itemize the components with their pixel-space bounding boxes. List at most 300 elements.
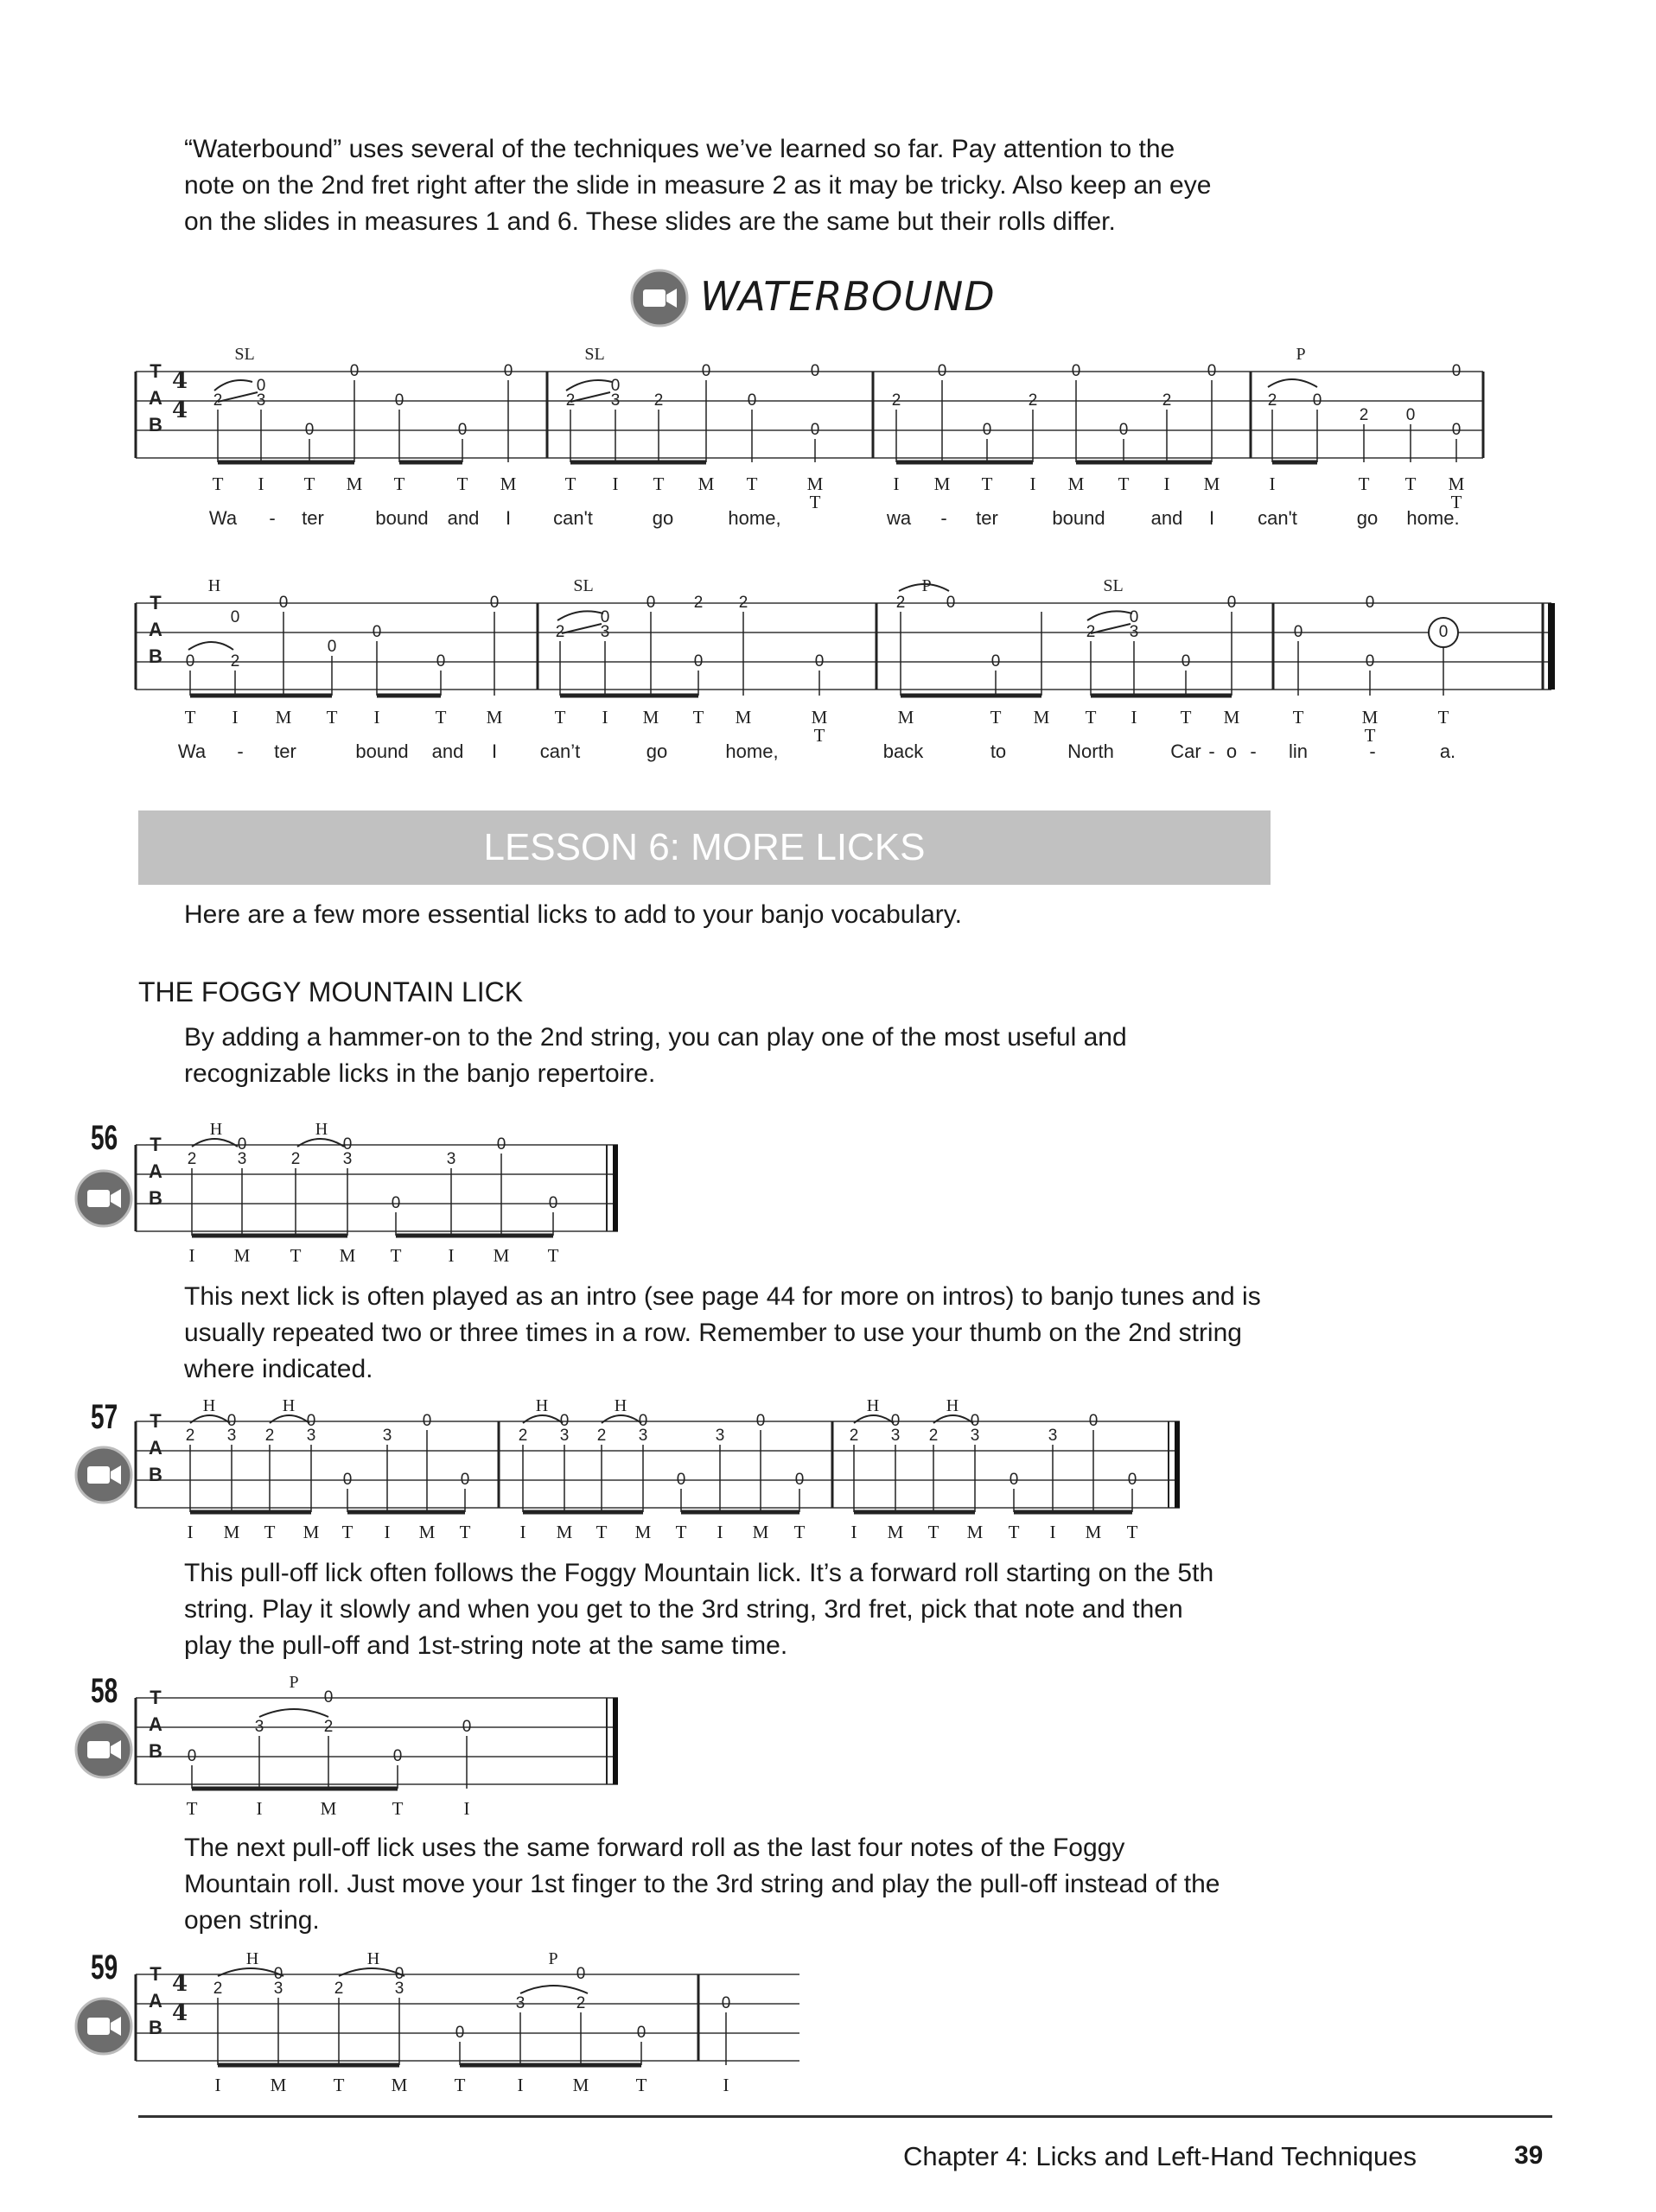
- tab-note: 0: [982, 421, 992, 440]
- finger-label: T: [290, 1245, 302, 1266]
- intro-paragraph: “Waterbound” uses several of the techniques we’ve learned so far. Pay attention to the note on the 2nd fret right after the slide in measure 2 as it may be tricky. Also keep an eye on the slides in measures 1 and 6. These slides are the same but their rolls differ.: [184, 135, 1212, 236]
- footer-chapter: Chapter 4: Licks and Left-Hand Techniques: [903, 2141, 1417, 2171]
- lyric: -: [940, 507, 947, 529]
- slide-mark: SL: [584, 345, 605, 364]
- tab-note: 0: [810, 421, 820, 440]
- tab-note: 0: [937, 362, 947, 381]
- finger-label: M: [1085, 1522, 1102, 1542]
- hammer-on-mark: H: [245, 1949, 259, 1968]
- lyric: Wa: [177, 741, 207, 762]
- finger-label: M: [634, 1522, 652, 1542]
- time-sig-bottom: 4: [171, 2000, 188, 2026]
- finger-label: T: [596, 1522, 608, 1542]
- tab-note: 2: [653, 391, 664, 410]
- pull-off-mark: P: [548, 1949, 558, 1968]
- tab-note: 0: [342, 1135, 353, 1154]
- finger-label: M: [642, 707, 659, 728]
- finger-label: T: [341, 1522, 353, 1542]
- finger-label: M: [811, 707, 828, 728]
- tab-note: 3: [638, 1427, 648, 1446]
- tab-note: 2: [895, 594, 906, 613]
- tab-note: 2: [518, 1427, 528, 1446]
- tab-note: 0: [503, 362, 513, 381]
- tab-note: 2: [334, 1980, 344, 1999]
- lyric: bound: [355, 741, 409, 762]
- tab-note: 2: [1028, 391, 1038, 410]
- tab-note: 2: [849, 1427, 859, 1446]
- example-57-paragraph: This next lick is often played as an intro (see page 44 for more on intros) to banjo tunes and is usually repeated two or three times in a row. Remember to use your thumb on the 2nd string where indicated.: [184, 1282, 1261, 1383]
- finger-label: I: [232, 707, 239, 728]
- tab-note: 0: [1129, 608, 1139, 627]
- tab-letter-t: T: [150, 360, 162, 382]
- tab-note: 0: [946, 594, 956, 613]
- lyric: and: [1150, 507, 1183, 529]
- tab-note: 0: [1405, 406, 1416, 425]
- time-sig-top: 4: [171, 1971, 188, 1997]
- tab-note: 3: [715, 1427, 725, 1446]
- lyric: -: [237, 741, 244, 762]
- tab-note: 0: [1451, 362, 1462, 381]
- finger-label: I: [258, 474, 264, 494]
- tab-letter-b: B: [149, 2017, 162, 2038]
- finger-label: M: [303, 1522, 320, 1542]
- tab-note: 2: [213, 391, 223, 410]
- finger-label: I: [384, 1522, 391, 1542]
- finger-label: M: [966, 1522, 984, 1542]
- finger-label: M: [752, 1522, 769, 1542]
- tab-note: 0: [1365, 594, 1375, 613]
- tab-note: 0: [1293, 623, 1303, 642]
- finger-label: I: [1049, 1522, 1056, 1542]
- hammer-on-mark: H: [366, 1949, 380, 1968]
- tab-letter-b: B: [149, 1464, 162, 1485]
- finger-label: T: [547, 1245, 559, 1266]
- tab-letter-b: B: [149, 1740, 162, 1762]
- tab-letter-t: T: [150, 1410, 162, 1432]
- finger-label: I: [187, 1522, 194, 1542]
- lyric: home,: [725, 741, 779, 762]
- tab-note: 3: [610, 391, 621, 410]
- finger-label: T: [303, 474, 315, 494]
- video-camera-icon: [629, 268, 690, 328]
- tab-note: 0: [1118, 421, 1129, 440]
- finger-label: I: [850, 1522, 857, 1542]
- tab-note: 0: [496, 1135, 506, 1154]
- lyric: -: [1208, 741, 1215, 762]
- tab-letter-t: T: [150, 1963, 162, 1985]
- tab-note: 3: [1048, 1427, 1058, 1446]
- lyric: can’t: [539, 741, 581, 762]
- finger-label: T: [1085, 707, 1097, 728]
- finger-label: M: [1067, 474, 1085, 494]
- tab-note: 0: [460, 1471, 470, 1490]
- tab-note: 0: [1071, 362, 1081, 381]
- tab-note: 0: [185, 652, 195, 671]
- example-number-57: 57: [91, 1398, 118, 1436]
- lyric: -: [1250, 741, 1257, 762]
- finger-label: T: [653, 474, 665, 494]
- tab-note: 0: [600, 608, 610, 627]
- waterbound-tab-line-1: [121, 337, 1521, 536]
- finger-label: M: [391, 2075, 408, 2095]
- finger-label: T: [793, 1522, 806, 1542]
- lyric: Wa: [208, 507, 238, 529]
- tab-note: 3: [515, 1994, 525, 2013]
- lyric: go: [652, 507, 674, 529]
- lyric: bound: [1052, 507, 1105, 529]
- finger-label: M: [572, 2075, 589, 2095]
- tab-note: 0: [693, 652, 704, 671]
- tab-note: 0: [306, 1412, 316, 1431]
- tab-note: 0: [304, 421, 315, 440]
- finger-label: I: [256, 1798, 263, 1819]
- tab-note: 2: [738, 594, 748, 613]
- tab-note: 0: [1365, 652, 1375, 671]
- tab-note: 0: [394, 1965, 404, 1984]
- tab-note: 0: [1438, 623, 1449, 642]
- lyric: lin: [1288, 741, 1309, 762]
- footer-rule: [138, 2115, 1552, 2118]
- tab-note: 0: [1181, 652, 1191, 671]
- finger-label: T: [1450, 492, 1462, 512]
- tab-note: 0: [1451, 421, 1462, 440]
- hammer-on-mark: H: [614, 1396, 627, 1415]
- tab-note: 0: [342, 1471, 353, 1490]
- hammer-on-mark: H: [866, 1396, 880, 1415]
- example-number-56: 56: [91, 1119, 118, 1157]
- hammer-on-mark: H: [315, 1120, 328, 1139]
- tab-note: 2: [264, 1427, 275, 1446]
- finger-label: T: [1404, 474, 1417, 494]
- slide-mark: SL: [234, 345, 255, 364]
- hammer-on-mark: H: [202, 1396, 216, 1415]
- finger-label: T: [333, 2075, 345, 2095]
- example-59-paragraph: The next pull-off lick uses the same forward roll as the last four notes of the Foggy Mountain roll. Just move your 1st finger to the 3rd string and play the pull-off instead of the open string.: [184, 1834, 1220, 1935]
- tab-note: 3: [1129, 623, 1139, 642]
- tab-note: 3: [226, 1427, 237, 1446]
- finger-label: T: [981, 474, 993, 494]
- tab-note: 3: [237, 1150, 247, 1169]
- tab-note: 0: [457, 421, 468, 440]
- finger-label: M: [933, 474, 951, 494]
- tab-note: 2: [891, 391, 901, 410]
- lyric: -: [1369, 741, 1376, 762]
- tab-note: 0: [462, 1718, 472, 1737]
- finger-label: T: [435, 707, 447, 728]
- finger-label: T: [692, 707, 704, 728]
- tab-note: 3: [382, 1427, 392, 1446]
- tab-note: 0: [391, 1194, 401, 1213]
- lyric: Car: [1170, 741, 1201, 762]
- lyric: go: [1356, 507, 1379, 529]
- lyric: -: [269, 507, 276, 529]
- finger-label: I: [517, 2075, 524, 2095]
- tab-note: 3: [600, 623, 610, 642]
- slide-mark: SL: [573, 576, 594, 595]
- song-title: WATERBOUND: [700, 273, 996, 320]
- tab-note: 3: [394, 1980, 404, 1999]
- hammer-on-mark: H: [207, 576, 221, 595]
- example-56-tab: [121, 1119, 640, 1274]
- finger-label: T: [1180, 707, 1192, 728]
- lyric: back: [882, 741, 924, 762]
- finger-label: T: [393, 474, 405, 494]
- lyric: bound: [375, 507, 429, 529]
- finger-label: I: [602, 707, 608, 728]
- finger-label: T: [264, 1522, 276, 1542]
- foggy-section-title: THE FOGGY MOUNTAIN LICK: [138, 976, 524, 1007]
- finger-label: I: [214, 2075, 221, 2095]
- lyric: ter: [976, 507, 998, 529]
- tab-note: 0: [559, 1412, 570, 1431]
- finger-label: T: [809, 492, 821, 512]
- tab-note: 0: [323, 1688, 334, 1707]
- hammer-on-mark: H: [282, 1396, 296, 1415]
- tab-note: 2: [576, 1994, 586, 2013]
- finger-label: T: [564, 474, 576, 494]
- tab-note: 2: [1359, 406, 1369, 425]
- lyric: go: [646, 741, 668, 762]
- finger-label: M: [346, 474, 363, 494]
- finger-label: M: [697, 474, 715, 494]
- example-number-59: 59: [91, 1948, 118, 1986]
- finger-label: M: [735, 707, 752, 728]
- tab-letter-t: T: [150, 1687, 162, 1708]
- example-number-58: 58: [91, 1672, 118, 1710]
- tab-note: 0: [548, 1194, 558, 1213]
- tab-note: 0: [436, 652, 446, 671]
- tab-letter-a: A: [149, 1713, 162, 1735]
- finger-label: T: [212, 474, 224, 494]
- finger-label: M: [500, 474, 517, 494]
- tab-note: 0: [755, 1412, 766, 1431]
- finger-label: M: [897, 707, 914, 728]
- finger-label: T: [990, 707, 1002, 728]
- finger-label: M: [233, 1245, 251, 1266]
- finger-label: M: [1361, 707, 1379, 728]
- finger-label: M: [887, 1522, 904, 1542]
- tab-letter-t: T: [150, 592, 162, 613]
- time-sig-bottom: 4: [171, 397, 188, 423]
- tab-note: 0: [422, 1412, 432, 1431]
- tab-letter-a: A: [149, 1437, 162, 1459]
- finger-label: T: [813, 725, 825, 746]
- finger-label: M: [1448, 474, 1465, 494]
- finger-label: M: [486, 707, 503, 728]
- tab-note: 0: [970, 1412, 980, 1431]
- lyric: I: [505, 507, 512, 529]
- tab-note: 0: [372, 623, 382, 642]
- tab-note: 0: [610, 377, 621, 396]
- lyric: wa: [886, 507, 912, 529]
- tab-note: 2: [323, 1718, 334, 1737]
- example-58-tab: [121, 1672, 640, 1827]
- tab-note: 0: [1207, 362, 1217, 381]
- finger-label: I: [893, 474, 900, 494]
- finger-label: M: [223, 1522, 240, 1542]
- finger-label: T: [454, 2075, 466, 2095]
- finger-label: T: [554, 707, 566, 728]
- finger-label: I: [373, 707, 380, 728]
- finger-label: T: [326, 707, 338, 728]
- finger-label: T: [184, 707, 196, 728]
- tab-note: 2: [555, 623, 565, 642]
- lesson-intro: Here are a few more essential licks to add to your banjo vocabulary.: [184, 900, 962, 929]
- example-58-paragraph: This pull-off lick often follows the Foggy Mountain lick. It’s a forward roll starting on the 5th string. Play it slowly and when you get to the 3rd string, 3rd fret, pick that note and then play the pull-off and 1st-string note at the same time.: [184, 1559, 1214, 1660]
- tab-note: 0: [226, 1412, 237, 1431]
- tab-letter-t: T: [150, 1134, 162, 1155]
- hammer-on-mark: H: [535, 1396, 549, 1415]
- finger-label: I: [519, 1522, 526, 1542]
- tab-letter-b: B: [149, 645, 162, 667]
- finger-label: T: [390, 1245, 402, 1266]
- tab-note: 2: [290, 1150, 301, 1169]
- tab-note: 3: [273, 1980, 283, 1999]
- tab-note: 0: [237, 1135, 247, 1154]
- tab-note: 0: [646, 594, 656, 613]
- tab-note: 0: [701, 362, 711, 381]
- tab-letter-a: A: [149, 1160, 162, 1182]
- tab-note: 2: [1162, 391, 1172, 410]
- finger-label: M: [320, 1798, 337, 1819]
- tab-note: 0: [747, 391, 757, 410]
- example-59-tab: [121, 1948, 812, 2104]
- tab-note: 0: [394, 391, 404, 410]
- tab-note: 0: [794, 1471, 805, 1490]
- lyric: and: [447, 507, 480, 529]
- slide-mark: SL: [1103, 576, 1124, 595]
- finger-label: I: [612, 474, 619, 494]
- tab-note: 0: [890, 1412, 901, 1431]
- tab-note: 2: [928, 1427, 939, 1446]
- finger-label: M: [556, 1522, 573, 1542]
- lyric: can't: [553, 507, 593, 529]
- finger-label: I: [1269, 474, 1276, 494]
- tab-note: 3: [970, 1427, 980, 1446]
- lyric: I: [1208, 507, 1215, 529]
- finger-label: T: [1358, 474, 1370, 494]
- lyric: o: [1226, 741, 1238, 762]
- tab-note: 0: [1226, 594, 1237, 613]
- finger-label: I: [1163, 474, 1170, 494]
- tab-note: 0: [278, 594, 289, 613]
- finger-label: M: [339, 1245, 356, 1266]
- tab-note: 3: [890, 1427, 901, 1446]
- tab-note: 0: [349, 362, 360, 381]
- tab-note: 2: [565, 391, 576, 410]
- finger-label: T: [1118, 474, 1130, 494]
- tab-note: 0: [187, 1747, 197, 1766]
- pull-off-mark: P: [289, 1673, 299, 1692]
- hammer-on-mark: H: [209, 1120, 223, 1139]
- finger-label: T: [675, 1522, 687, 1542]
- lyric: a.: [1439, 741, 1456, 762]
- tab-note: 2: [213, 1980, 223, 1999]
- finger-label: I: [717, 1522, 723, 1542]
- lyric: and: [431, 741, 464, 762]
- tab-note: 0: [576, 1965, 586, 1984]
- time-sig-top: 4: [171, 368, 188, 394]
- lyric: North: [1067, 741, 1114, 762]
- tab-note: 0: [814, 652, 825, 671]
- lyric: ter: [274, 741, 296, 762]
- finger-label: T: [1364, 725, 1376, 746]
- finger-label: M: [1033, 707, 1050, 728]
- tab-note: 2: [693, 594, 704, 613]
- finger-label: T: [635, 2075, 647, 2095]
- tab-note: 0: [230, 608, 240, 627]
- finger-label: M: [493, 1245, 510, 1266]
- lyric: to: [990, 741, 1007, 762]
- tab-note: 2: [187, 1150, 197, 1169]
- waterbound-video-icon[interactable]: [629, 268, 690, 333]
- finger-label: M: [418, 1522, 436, 1542]
- finger-label: M: [1223, 707, 1240, 728]
- tab-note: 0: [327, 638, 337, 657]
- tab-letter-b: B: [149, 1187, 162, 1209]
- finger-label: T: [927, 1522, 939, 1542]
- finger-label: I: [1131, 707, 1137, 728]
- tab-note: 0: [1088, 1412, 1099, 1431]
- tab-letter-a: A: [149, 387, 162, 409]
- finger-label: I: [723, 2075, 729, 2095]
- tab-note: 0: [392, 1747, 403, 1766]
- lyric: home.: [1406, 507, 1460, 529]
- tab-note: 2: [596, 1427, 607, 1446]
- tab-note: 0: [273, 1965, 283, 1984]
- finger-label: M: [806, 474, 824, 494]
- tab-note: 3: [306, 1427, 316, 1446]
- finger-label: T: [459, 1522, 471, 1542]
- tab-note: 0: [1009, 1471, 1019, 1490]
- lyric: ter: [302, 507, 324, 529]
- lyric: can't: [1258, 507, 1297, 529]
- tab-note: 0: [810, 362, 820, 381]
- page-number: 39: [1514, 2141, 1544, 2170]
- finger-label: I: [448, 1245, 455, 1266]
- tab-note: 3: [446, 1150, 456, 1169]
- finger-label: T: [186, 1798, 198, 1819]
- finger-label: T: [1126, 1522, 1138, 1542]
- foggy-paragraph: By adding a hammer-on to the 2nd string, you can play one of the most useful and recognizable licks in the banjo repertoire.: [184, 1023, 1127, 1088]
- lyric: I: [491, 741, 498, 762]
- finger-label: T: [392, 1798, 404, 1819]
- tab-note: 2: [1267, 391, 1277, 410]
- pull-off-mark: P: [921, 576, 932, 595]
- tab-note: 0: [489, 594, 500, 613]
- tab-note: 3: [342, 1150, 353, 1169]
- finger-label: I: [1029, 474, 1036, 494]
- waterbound-tab-line-2: [121, 570, 1556, 769]
- tab-note: 2: [1086, 623, 1096, 642]
- finger-label: T: [1008, 1522, 1020, 1542]
- lesson-banner: LESSON 6: MORE LICKS: [138, 810, 1271, 885]
- tab-note: 0: [636, 2024, 646, 2043]
- tab-note: 0: [676, 1471, 686, 1490]
- finger-label: T: [1437, 707, 1449, 728]
- tab-note: 0: [990, 652, 1001, 671]
- finger-label: I: [463, 1798, 470, 1819]
- finger-label: M: [275, 707, 292, 728]
- tab-note: 2: [185, 1427, 195, 1446]
- tab-note: 0: [1312, 391, 1322, 410]
- lyric: home,: [728, 507, 781, 529]
- tab-note: 3: [559, 1427, 570, 1446]
- tab-note: 0: [1127, 1471, 1137, 1490]
- tab-note: 0: [256, 377, 266, 396]
- example-57-tab: [121, 1395, 1193, 1551]
- tab-note: 0: [721, 1994, 731, 2013]
